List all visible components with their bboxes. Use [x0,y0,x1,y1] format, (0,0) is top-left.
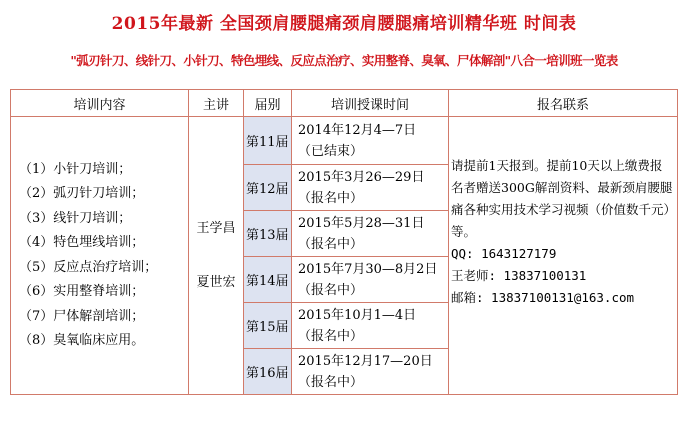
session-cell: 第11届 [244,117,292,165]
session-time-cell: 2015年3月26—29日（报名中） [292,165,449,211]
content-item: （7）尸体解剖培训； [19,308,145,324]
header-contact: 报名联系 [449,90,678,117]
session-time-cell: 2015年10月1—4日（报名中） [292,303,449,349]
session-time-cell: 2014年12月4—7日（已结束） [292,117,449,165]
session-cell: 第16届 [244,349,292,395]
page-subtitle: "弧刃针刀、线针刀、小针刀、特色埋线、反应点治疗、实用整脊、臭氧、尸体解剖"八合一培训班一览表 [70,53,618,68]
content-item: （5）反应点治疗培训； [19,259,158,275]
session-time-cell: 2015年12月17—20日（报名中） [292,349,449,395]
contact-teacher: 王老师: 13837100131 [451,268,587,283]
header-time: 培训授课时间 [292,90,449,117]
lecturer-name: 夏世宏 [196,274,236,290]
training-content-cell [11,117,189,395]
table-row [11,117,678,165]
contact-cell [449,117,678,395]
header-lecturer: 主讲 [189,90,244,117]
header-content: 培训内容 [11,90,189,117]
session-cell: 第12届 [244,165,292,211]
content-item: （4）特色埋线培训； [19,235,145,250]
session-cell: 第15届 [244,303,292,349]
content-item: （1）小针刀培训； [19,161,132,177]
session-cell: 第14届 [244,257,292,303]
table-header-row [11,90,678,117]
contact-email: 邮箱: 13837100131@163.com [451,290,635,305]
content-item: （2）弧刃针刀培训； [19,186,145,201]
contact-note: 请提前1天报到。提前10天以上缴费报名者赠送300G解剖资料、最新颈肩腰腿痛各种实用技术学习视频（价值数千元）等。 [451,158,673,239]
contact-qq: QQ: 1643127179 [451,246,557,261]
session-time-cell: 2015年5月28—31日（报名中） [292,211,449,257]
schedule-table [10,89,678,395]
content-item: （3）线针刀培训； [19,210,132,226]
content-item: （6）实用整脊培训； [19,284,145,299]
page-title: 2015年最新 全国颈肩腰腿痛颈肩腰腿痛培训精华班 时间表 [111,14,577,34]
session-cell: 第13届 [244,211,292,257]
header-session: 届别 [244,90,292,117]
content-item: （8）臭氧临床应用。 [19,333,145,348]
session-time-cell: 2015年7月30—8月2日（报名中） [292,257,449,303]
lecturer-name: 王学昌 [196,220,236,236]
lecturer-cell [189,117,244,395]
